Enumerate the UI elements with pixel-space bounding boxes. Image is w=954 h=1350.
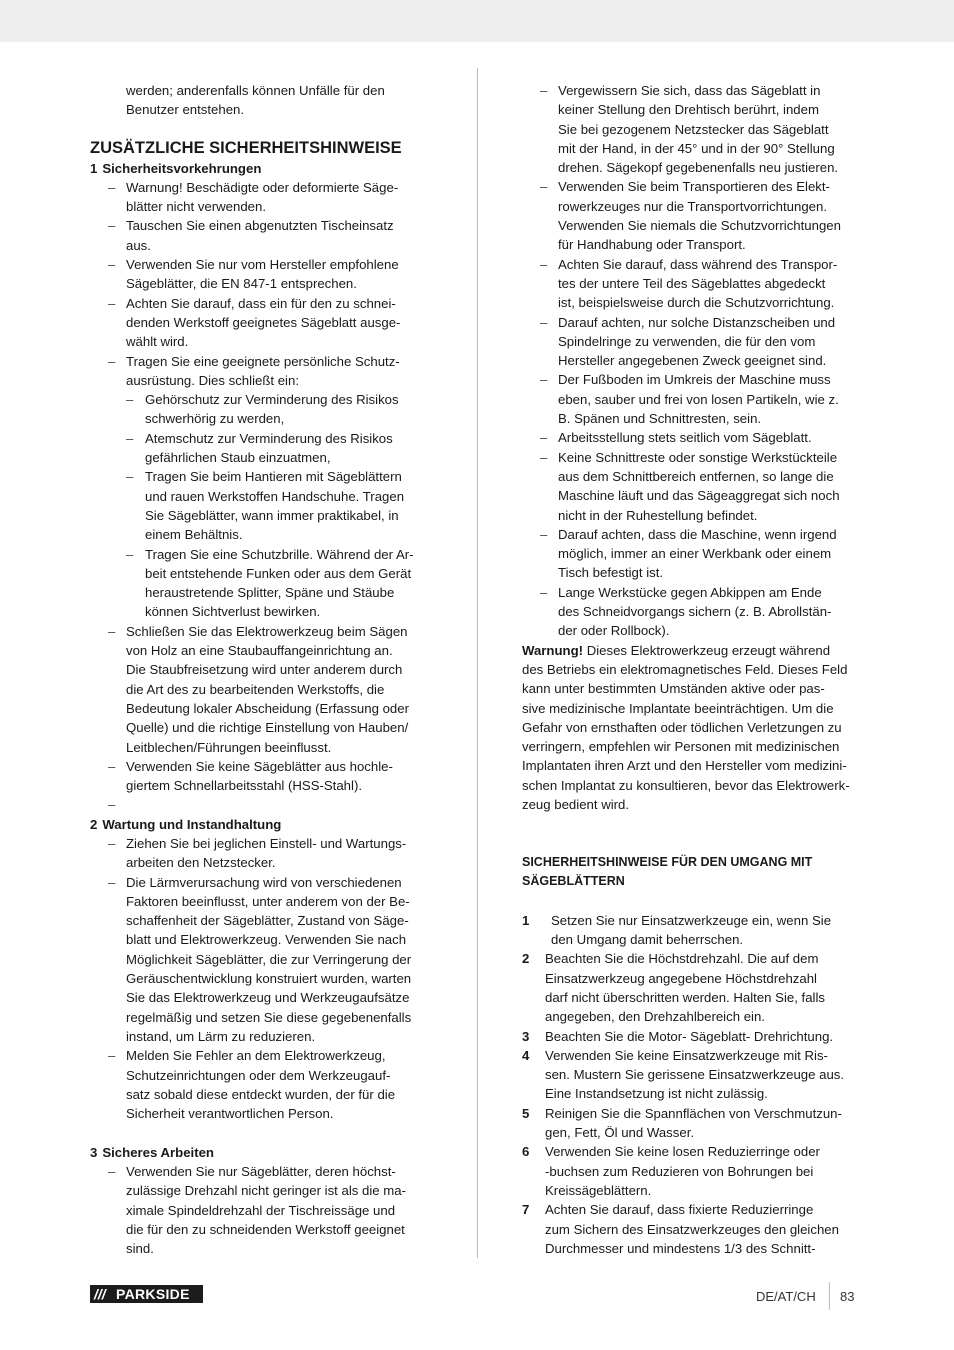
list-item [90, 467, 435, 544]
text-line: Eine Instandsetzung ist nicht zulässig. [545, 1086, 768, 1102]
text-line: Tauschen Sie einen abgenutzten Tischeinsatz [126, 218, 394, 234]
text-line: B. Spänen und Schnittresten, sein. [558, 411, 762, 427]
numbered-item [522, 1200, 865, 1258]
list-item [90, 622, 435, 757]
text-line: Schutzeinrichtungen oder dem Werkzeugauf- [126, 1067, 391, 1083]
text-line: blatt und Elektrowerkzeug. Verwenden Sie nach [126, 932, 407, 948]
list-item [90, 873, 435, 1047]
text-line: arbeiten den Netzstecker. [126, 855, 276, 871]
item-number: 7 [522, 1202, 530, 1218]
text-line: giertem Schnellarbeitsstahl (HSS-Stahl). [126, 778, 363, 794]
text-line: Vergewissern Sie sich, dass das Sägeblatt in [558, 83, 821, 98]
text-line: Sägeblätter, die EN 847-1 entsprechen. [126, 276, 357, 292]
text-line: Arbeitsstellung stets seitlich vom Sägeblatt. [558, 430, 812, 446]
text-line: schwerhörig zu werden, [145, 411, 285, 427]
text-line: Faktoren beeinflusst, unter anderem von der Be- [126, 893, 410, 909]
text-line: Lange Werkstücke gegen Abkippen am Ende [558, 584, 822, 600]
list-item [522, 428, 865, 447]
country-codes: DE/AT/CH [756, 1289, 816, 1304]
text-line: Sie Sägeblätter, wann immer praktikabel, in [145, 507, 399, 523]
text-line: Tragen Sie eine Schutzbrille. Während der Ar- [145, 546, 414, 562]
text-line: die Art des zu bearbeitenden Werkstoffs, die [126, 681, 385, 697]
item-number: 2 [522, 951, 530, 967]
subsection-number: 2 [90, 816, 98, 832]
numbered-item [522, 1027, 865, 1046]
subsection-label: Sicherheitsvorkehrungen [102, 160, 262, 176]
list-item [90, 390, 435, 429]
subsection-title [90, 159, 435, 178]
text-line: Durchmesser und mindestens 1/3 des Schnitt- [545, 1240, 816, 1256]
item-number: 6 [522, 1144, 530, 1160]
text-line: Verwenden Sie keine Einsatzwerkzeuge mit Ris- [545, 1047, 828, 1063]
text-line: Verwenden Sie keine Sägeblätter aus hochle- [126, 758, 393, 774]
warning-label: Warnung! [522, 642, 584, 658]
text-line: Ziehen Sie bei jeglichen Einstell- und Wartungs- [126, 835, 407, 851]
text-line: den Umgang damit beherrschen. [551, 932, 744, 948]
text-line: blätter nicht verwenden. [126, 199, 267, 215]
text-line: Gefahr von ernsthaften oder tödlichen Verletzungen zu [522, 719, 842, 735]
text-line: Verwenden Sie niemals die Schutzvorrichtungen [558, 218, 841, 234]
list-item [522, 81, 865, 177]
sub-bullet-list [90, 390, 435, 622]
text-line: angegeben, den Drehzahlbereich ein. [545, 1009, 765, 1025]
text-line: tes der untere Teil des Sägeblattes abgedeckt [558, 275, 826, 291]
text-line: Verwenden Sie nur Sägeblätter, deren höchst- [126, 1164, 396, 1180]
spacer [522, 891, 865, 910]
text-line: gen, Fett, Öl und Wasser. [545, 1125, 695, 1141]
warning-paragraph [522, 641, 865, 815]
numbered-item [522, 949, 865, 1026]
subsection-title [90, 815, 435, 834]
text-line: darf nicht überschritten werden. Halten Sie, falls [545, 989, 826, 1005]
text-line: Sie bei gezogenem Netzstecker das Sägeblatt [558, 121, 829, 137]
item-number: 5 [522, 1105, 530, 1121]
text-line: Beachten Sie die Höchstdrehzahl. Die auf dem [545, 951, 819, 967]
item-number: 1 [522, 912, 530, 928]
page-number: 83 [840, 1289, 855, 1304]
text-line: Hersteller angegebenen Zweck geeignet sind. [558, 353, 827, 369]
bullet-list [90, 178, 435, 390]
text-line: möglich, immer an einer Werkbank oder einem [558, 546, 832, 562]
list-item [90, 255, 435, 294]
text-line: Die Lärmverursachung wird von verschiedenen [126, 874, 402, 890]
item-number: 3 [522, 1028, 530, 1044]
text-line: ausrüstung. Dies schließt ein: [126, 372, 299, 388]
text-line: und rauen Werkstoffen Handschuhe. Tragen [145, 488, 405, 504]
numbered-item [522, 1046, 865, 1104]
text-line: Achten Sie darauf, dass ein für den zu schnei- [126, 295, 396, 311]
text-line: Einsatzwerkzeug angegebene Höchstdrehzahl [545, 970, 817, 986]
text-line: Schließen Sie das Elektrowerkzeug beim Sägen [126, 623, 408, 639]
text-line: Bedeutung lokaler Abscheidung (Erfassung oder [126, 700, 409, 716]
text-line: beit entstehende Funken oder aus dem Gerät [145, 565, 412, 581]
bullet-list [90, 1162, 435, 1258]
text-line: Setzen Sie nur Einsatzwerkzeuge ein, wenn Sie [551, 912, 832, 928]
list-item [522, 313, 865, 371]
text-line: Warnung! Beschädigte oder deformierte Säge- [126, 179, 399, 195]
list-item [522, 583, 865, 641]
subsection-label: Sicheres Arbeiten [102, 1144, 214, 1160]
text-line: gefährlichen Staub einzuatmen, [145, 450, 331, 466]
subsection-title [90, 1143, 435, 1162]
text-line: Tisch befestigt ist. [558, 565, 664, 581]
text-line: Atemschutz zur Verminderung des Risikos [145, 430, 393, 446]
numbered-item [522, 911, 865, 950]
text-line: sen. Mustern Sie gerissene Einsatzwerkzeuge aus. [545, 1067, 845, 1083]
header-band [0, 0, 954, 42]
text-line: die für den zu schneidenden Werkstoff geeignet [126, 1221, 405, 1237]
text-line: Maschine läuft und das Sägeaggregat sich noch [558, 488, 840, 504]
text-line: Verwenden Sie beim Transportieren des Elekt- [558, 179, 830, 195]
text-line: Tragen Sie beim Hantieren mit Sägeblättern [145, 469, 402, 485]
text-line: heraustretende Splitter, Späne und Stäube [145, 585, 395, 601]
text-line: Quelle) und die richtige Einstellung von Hauben/ [126, 720, 409, 736]
text-line: Verwenden Sie nur vom Hersteller empfohlene [126, 257, 399, 273]
text-line: können Sichtverlust bewirken. [145, 604, 321, 620]
text-line: sind. [126, 1241, 154, 1257]
text-line: SICHERHEITSHINWEISE FÜR DEN UMGANG MIT [522, 854, 813, 869]
bullet-list [522, 81, 865, 641]
blade-safety-heading [522, 853, 865, 892]
text-line: Sie das Elektrowerkzeug und Werkzeugaufsätze [126, 990, 410, 1006]
list-item [90, 757, 435, 796]
subsection-number: 1 [90, 160, 98, 176]
logo-slashes: /// [94, 1286, 106, 1302]
spacer [90, 1123, 435, 1142]
text-line: drehen. Sägekopf gegebenenfalls neu justieren. [558, 160, 839, 176]
text-line: Leitblechen/Führungen beeinflusst. [126, 739, 332, 755]
text-line: instand, um Lärm zu reduzieren. [126, 1028, 316, 1044]
text-line: von Holz an eine Staubauffangeinrichtung an. [126, 643, 393, 659]
list-item [90, 178, 435, 217]
logo-text: PARKSIDE [116, 1286, 190, 1302]
list-item [90, 294, 435, 352]
list-item [522, 448, 865, 525]
intro-text [90, 81, 435, 120]
text-line: werden; anderenfalls können Unfälle für den [126, 83, 385, 98]
spacer [522, 814, 865, 833]
text-line: ist, beispielsweise durch die Schutzvorrichtung. [558, 295, 835, 311]
text-line: verringern, empfehlen wir Personen mit medizinischen [522, 739, 840, 755]
numbered-item [522, 1104, 865, 1143]
text-line: regelmäßig und setzen Sie diese gegebenenfalls [126, 1009, 412, 1025]
text-line: zeug bedient wird. [522, 796, 630, 812]
text-line: Beachten Sie die Motor- Sägeblatt- Drehrichtung. [545, 1028, 834, 1044]
text-line: Darauf achten, dass die Maschine, wenn irgend [558, 526, 837, 542]
text-line: ximale Spindeldrehzahl der Tischreissäge und [126, 1202, 396, 1218]
text-line: Melden Sie Fehler an dem Elektrowerkzeug, [126, 1048, 386, 1064]
text-line: Reinigen Sie die Spannflächen von Verschmutzun- [545, 1105, 842, 1121]
text-line: der oder Rollbock). [558, 623, 670, 639]
left-column [90, 81, 435, 1259]
text-line: Spindelringe zu verwenden, die für den vom [558, 333, 816, 349]
text-line: schen Implantat zu konsultieren, bevor das Elektrowerk- [522, 777, 850, 793]
list-item [90, 352, 435, 391]
bullet-list [90, 622, 435, 815]
numbered-list [522, 911, 865, 1258]
text-line: Die Staubfreisetzung wird unter anderem durch [126, 662, 403, 678]
list-item [522, 370, 865, 428]
list-item [90, 545, 435, 622]
list-item [90, 1046, 435, 1123]
text-line: Achten Sie darauf, dass fixierte Reduzierringe [545, 1202, 814, 1218]
subsection-number: 3 [90, 1144, 98, 1160]
text-line: Darauf achten, nur solche Distanzscheiben und [558, 314, 836, 330]
list-item [90, 1162, 435, 1258]
text-line: zulässige Drehzahl nicht geringer ist als die ma- [126, 1183, 406, 1199]
list-item [522, 177, 865, 254]
list-item-empty [90, 795, 435, 814]
text-line: Achten Sie darauf, dass während des Transpor- [558, 256, 838, 272]
text-line: Sicherheit verantwortlichen Person. [126, 1106, 334, 1122]
text-line: -buchsen zum Reduzieren von Bohrungen bei [545, 1163, 814, 1179]
subsection-label: Wartung und Instandhaltung [102, 816, 282, 832]
footer-divider [829, 1282, 830, 1310]
text-line: Dieses Elektrowerkzeug erzeugt während [583, 642, 831, 658]
text-line: kann unter bestimmten Umständen aktive oder pas- [522, 681, 825, 697]
list-item [522, 525, 865, 583]
text-line: aus dem Schnittbereich entfernen, so lange die [558, 468, 834, 484]
spacer [522, 834, 865, 853]
item-number: 4 [522, 1047, 530, 1063]
text-line: des Betriebs ein elektromagnetisches Feld. Dieses Feld [522, 661, 848, 677]
list-item [90, 429, 435, 468]
text-line: denden Werkstoff geeignetes Sägeblatt ausge- [126, 314, 401, 330]
right-column [522, 81, 865, 1258]
text-line: sive medizinische Implantate beeinträchtigen. Um die [522, 700, 834, 716]
list-item [90, 216, 435, 255]
text-line: nicht in der Ruhestellung befindet. [558, 507, 758, 523]
parkside-logo [90, 1285, 203, 1303]
text-line: eben, sauber und frei von losen Partikeln, wie z. [558, 391, 839, 407]
text-line: Implantaten ihren Arzt und den Hersteller vom medizini- [522, 758, 847, 774]
text-line: für Handhabung oder Transport. [558, 237, 746, 253]
text-line: mit der Hand, in der 45° und in der 90° Stellung [558, 140, 835, 156]
text-line: einem Behältnis. [145, 527, 243, 543]
text-line: Benutzer entstehen. [126, 102, 245, 118]
bullet-list [90, 834, 435, 1123]
text-line: Der Fußboden im Umkreis der Maschine muss [558, 372, 831, 388]
text-line: Keine Schnittreste oder sonstige Werkstückteile [558, 449, 838, 465]
text-line: Tragen Sie eine geeignete persönliche Schutz- [126, 353, 400, 369]
text-line: wählt wird. [126, 334, 189, 350]
text-line: Geräuschentwicklung konstruiert wurden, warten [126, 971, 412, 987]
text-line: Möglichkeit Sägeblätter, die zur Verringerung der [126, 951, 412, 967]
list-item [522, 255, 865, 313]
text-line: zum Sichern des Einsatzwerkzeuges den gleichen [545, 1221, 839, 1237]
text-line: Verwenden Sie keine losen Reduzierringe oder [545, 1144, 820, 1160]
list-item [90, 834, 435, 873]
text-line: Gehörschutz zur Verminderung des Risikos [145, 392, 399, 408]
column-divider [477, 68, 478, 1258]
text-line: schaffenheit der Sägeblätter, Zustand von Säge- [126, 913, 409, 929]
text-line: SÄGEBLÄTTERN [522, 874, 625, 889]
numbered-item [522, 1142, 865, 1200]
text-line: des Schneidvorgangs sichern (z. B. Abrollstän- [558, 604, 832, 620]
text-line: satz sobald diese entdeckt wurden, der für die [126, 1086, 396, 1102]
text-line: rowerkzeuges nur die Transportvorrichtungen. [558, 198, 828, 214]
text-line: keiner Stellung den Drehtisch berührt, indem [558, 102, 819, 118]
text-line: Kreissägeblättern. [545, 1182, 652, 1198]
text-line: aus. [126, 237, 151, 253]
section-heading: ZUSÄTZLICHE SICHERHEITSHINWEISE [90, 138, 402, 157]
